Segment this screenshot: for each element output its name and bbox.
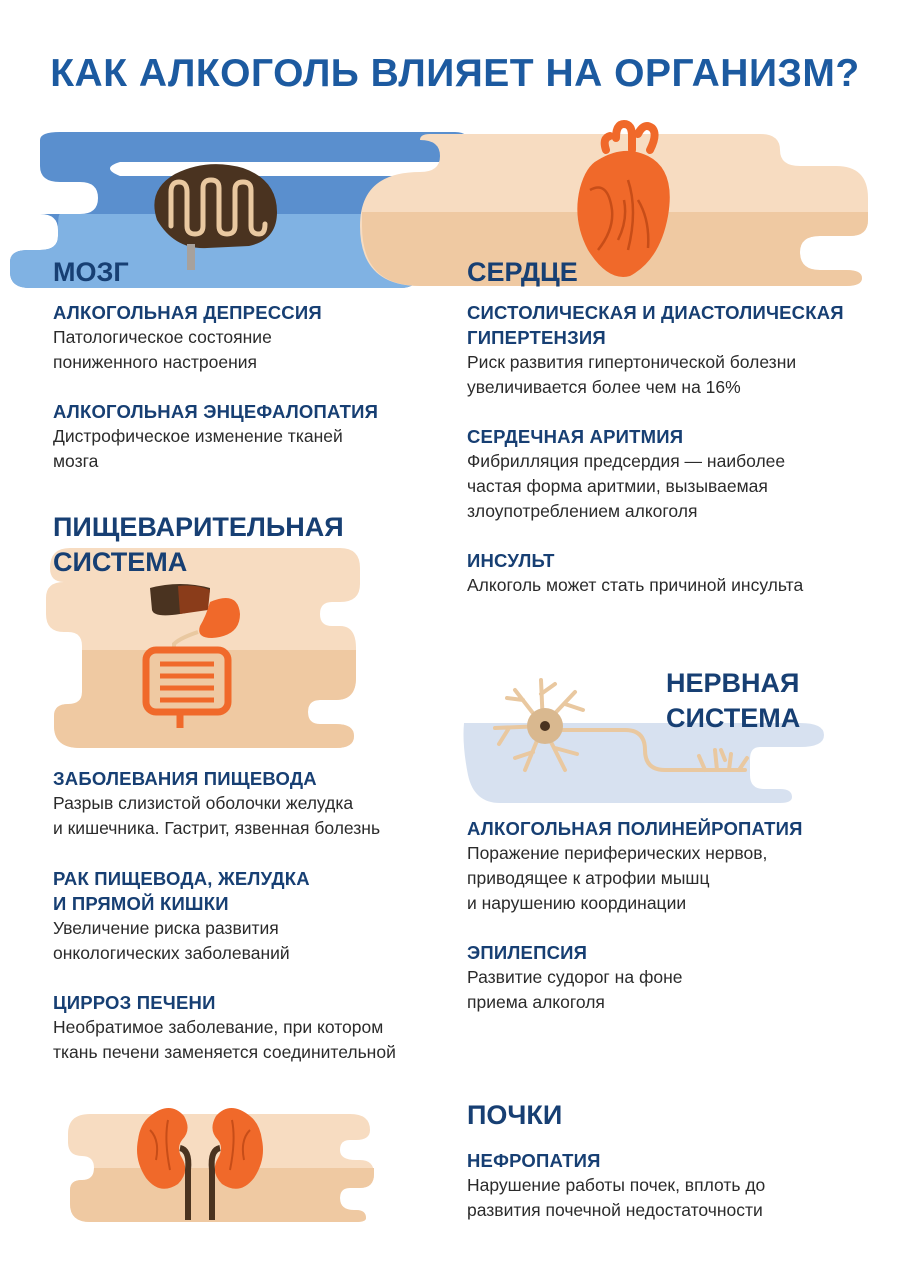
item-text: Риск развития гипертонической болезни увеличивается более чем на 16% [467, 352, 797, 397]
kidneys-item-1 [467, 1148, 887, 1223]
nervous-item-1 [467, 816, 887, 916]
page-title: КАК АЛКОГОЛЬ ВЛИЯЕТ НА ОРГАНИЗМ? [50, 52, 860, 95]
brain-heart-banner [0, 0, 910, 300]
item-title: ЗАБОЛЕВАНИЯ ПИЩЕВОДА [53, 768, 317, 789]
item-title: СЕРДЕЧНАЯ АРИТМИЯ [467, 426, 684, 447]
item-text: Дистрофическое изменение тканей мозга [53, 426, 343, 471]
item-text: Увеличение риска развития онкологических заболеваний [53, 918, 290, 963]
digestive-item-2 [53, 866, 453, 966]
heart-heading: СЕРДЦЕ [467, 257, 578, 287]
item-text: Необратимое заболевание, при котором ткань печени заменяется соединительной [53, 1017, 396, 1062]
item-title: ИНСУЛЬТ [467, 550, 555, 571]
item-title: НЕФРОПАТИЯ [467, 1150, 601, 1171]
heart-item-1 [467, 300, 887, 400]
heart-item-3 [467, 548, 887, 598]
item-text: Поражение периферических нервов, приводящее к атрофии мышц и нарушению координации [467, 843, 768, 913]
item-text: Развитие судорог на фоне приема алкоголя [467, 967, 683, 1012]
kidneys-icon [130, 1100, 270, 1220]
item-text: Алкоголь может стать причиной инсульта [467, 575, 804, 595]
kidneys-heading: ПОЧКИ [467, 1100, 563, 1130]
digestive-heading-line1: ПИЩЕВАРИТЕЛЬНАЯ [53, 512, 344, 542]
item-title: АЛКОГОЛЬНАЯ ЭНЦЕФАЛОПАТИЯ [53, 401, 379, 422]
item-title: СИСТОЛИЧЕСКАЯ И ДИАСТОЛИЧЕСКАЯ ГИПЕРТЕНЗИЯ [467, 302, 844, 348]
item-text: Фибрилляция предсердия — наиболее частая форма аритмии, вызываемая злоупотреблением алкоголя [467, 451, 786, 521]
item-text: Разрыв слизистой оболочки желудка и кишечника. Гастрит, язвенная болезнь [53, 793, 381, 838]
item-title: АЛКОГОЛЬНАЯ ДЕПРЕССИЯ [53, 302, 322, 323]
digestive-heading-line2: СИСТЕМА [53, 547, 188, 577]
item-title: ЭПИЛЕПСИЯ [467, 942, 588, 963]
nervous-item-2 [467, 940, 887, 1015]
item-text: Патологическое состояние пониженного настроения [53, 327, 272, 372]
heart-item-2 [467, 424, 887, 524]
digestive-item-1 [53, 766, 453, 841]
item-title: РАК ПИЩЕВОДА, ЖЕЛУДКА И ПРЯМОЙ КИШКИ [53, 868, 310, 914]
nervous-heading-line2: СИСТЕМА [666, 703, 801, 733]
brain-icon [145, 160, 285, 270]
brain-item-2 [53, 399, 443, 474]
nervous-heading-line1: НЕРВНАЯ [666, 668, 800, 698]
digestive-system-icon [140, 580, 250, 730]
heart-icon [568, 120, 678, 280]
brain-heading: МОЗГ [53, 257, 129, 287]
item-text: Нарушение работы почек, вплоть до развития почечной недостаточности [467, 1175, 766, 1220]
brain-item-1 [53, 300, 443, 375]
item-title: ЦИРРОЗ ПЕЧЕНИ [53, 992, 216, 1013]
item-title: АЛКОГОЛЬНАЯ ПОЛИНЕЙРОПАТИЯ [467, 818, 803, 839]
digestive-item-3 [53, 990, 453, 1065]
